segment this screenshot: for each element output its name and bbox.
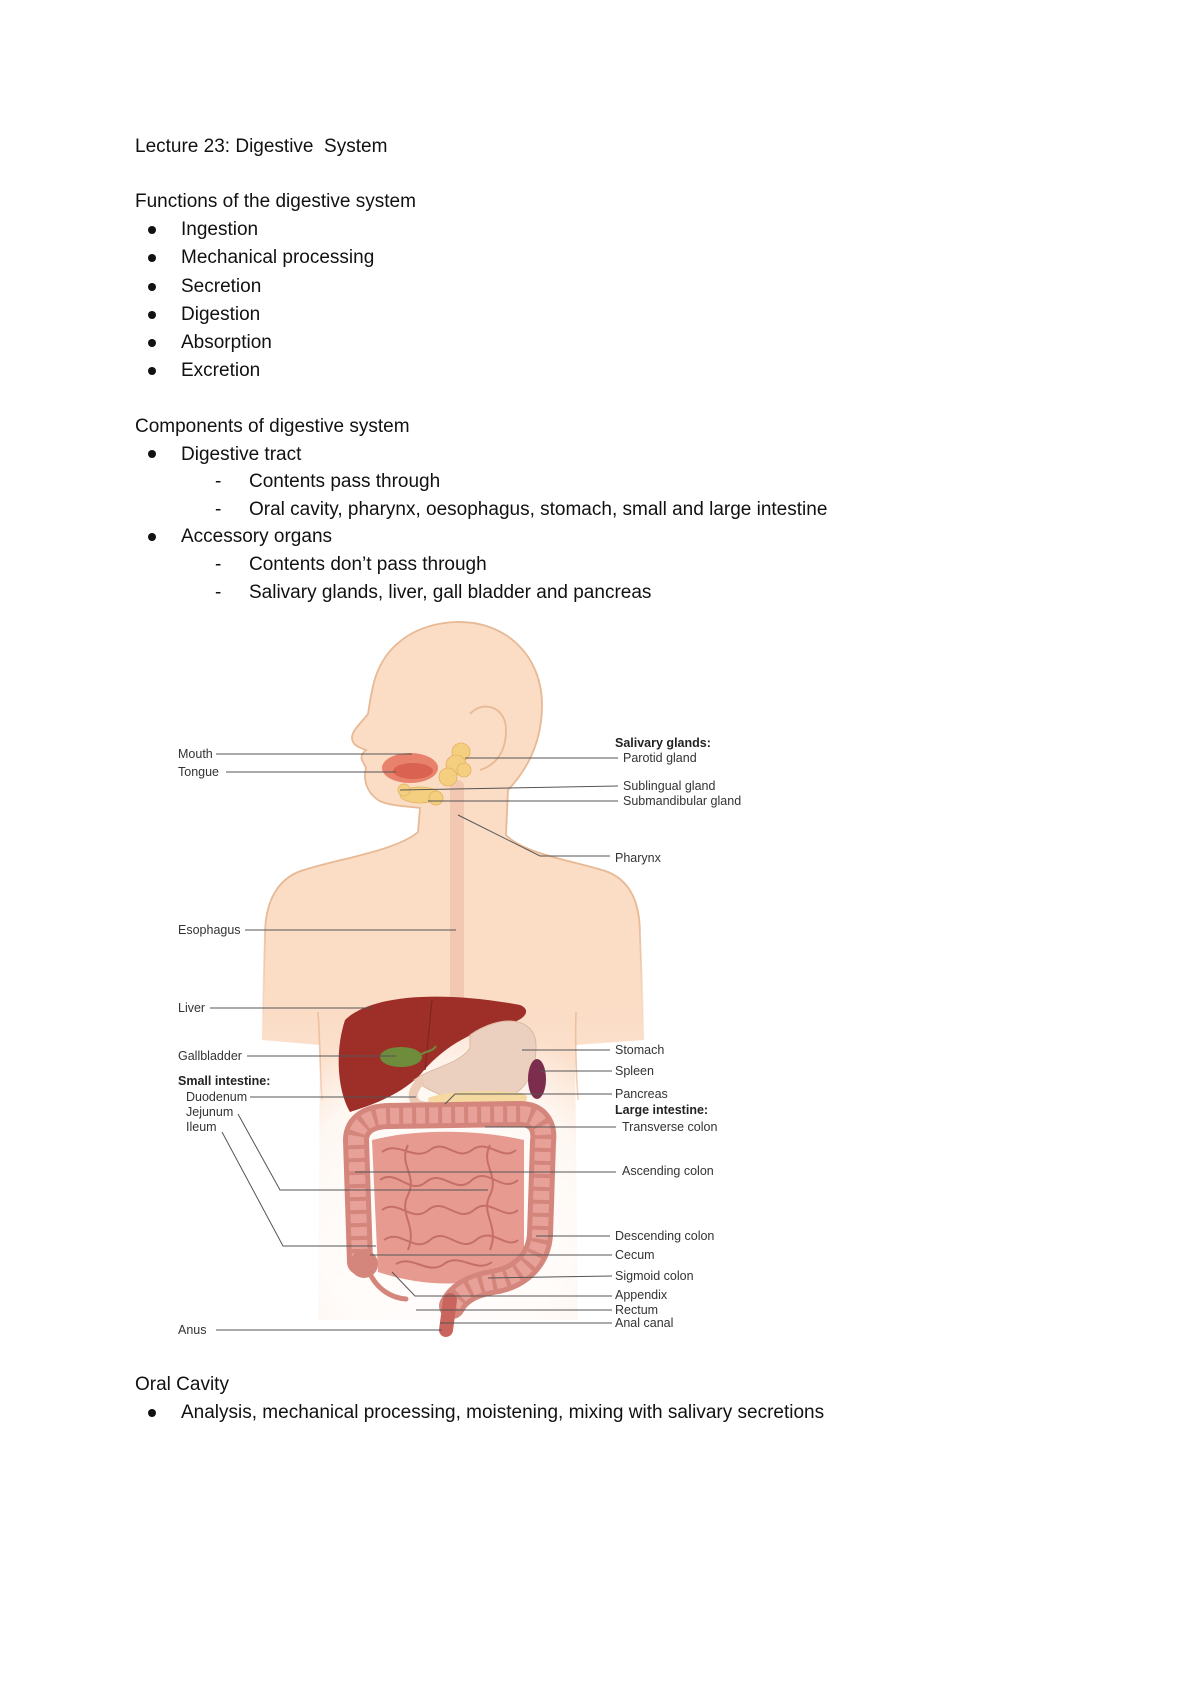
label-tongue: Tongue <box>178 765 220 779</box>
label-stomach: Stomach <box>615 1043 665 1057</box>
page-title: Lecture 23: Digestive System <box>135 136 388 157</box>
sub-list-item: - Contents don’t pass through <box>135 551 827 579</box>
label-descending-colon: Descending colon <box>615 1229 715 1243</box>
oral-cavity-section <box>135 1371 824 1427</box>
label-anus: Anus <box>178 1323 207 1337</box>
label-submandibular-gland: Submandibular gland <box>623 794 742 808</box>
label-large-intestine: Large intestine: <box>615 1103 709 1117</box>
gallbladder-shape <box>380 1047 422 1067</box>
list-item: Digestion <box>135 301 416 329</box>
label-jejunum: Jejunum <box>186 1105 234 1119</box>
label-ascending-colon: Ascending colon <box>622 1164 714 1178</box>
digestive-system-diagram <box>160 610 760 1350</box>
list-item: Ingestion <box>135 216 416 244</box>
rectum-shape <box>446 1300 450 1330</box>
label-small-intestine: Small intestine: <box>178 1074 271 1088</box>
list-item: Absorption <box>135 329 416 357</box>
list-item: Mechanical processing <box>135 244 416 272</box>
list-item: Analysis, mechanical processing, moistening, mixing with salivary secretions <box>135 1399 824 1427</box>
label-esophagus: Esophagus <box>178 923 241 937</box>
list-item: Excretion <box>135 357 416 385</box>
label-pancreas: Pancreas <box>615 1087 668 1101</box>
components-heading: Components of digestive system <box>135 416 410 437</box>
label-appendix: Appendix <box>615 1288 668 1302</box>
label-spleen: Spleen <box>615 1064 654 1078</box>
spleen-shape <box>528 1059 546 1099</box>
cecum-shape <box>350 1250 378 1278</box>
functions-section <box>135 188 416 385</box>
label-cecum: Cecum <box>615 1248 655 1262</box>
list-item: Secretion <box>135 273 416 301</box>
list-item: Digestive tract <box>135 441 827 469</box>
label-transverse-colon: Transverse colon <box>622 1120 718 1134</box>
label-sublingual-gland: Sublingual gland <box>623 779 716 793</box>
label-duodenum: Duodenum <box>186 1090 248 1104</box>
list-item: Accessory organs <box>135 523 827 551</box>
functions-heading: Functions of the digestive system <box>135 191 416 212</box>
label-parotid-gland: Parotid gland <box>623 751 697 765</box>
label-salivary-glands: Salivary glands: <box>615 736 711 750</box>
components-section <box>135 413 827 606</box>
sub-list-item: - Oral cavity, pharynx, oesophagus, stomach, small and large intestine <box>135 496 827 524</box>
sub-list-item: - Salivary glands, liver, gall bladder and pancreas <box>135 579 827 607</box>
label-anal-canal: Anal canal <box>615 1316 674 1330</box>
label-rectum: Rectum <box>615 1303 659 1317</box>
label-ileum: Ileum <box>186 1120 217 1134</box>
label-liver: Liver <box>178 1001 206 1015</box>
tongue-shape <box>393 763 433 779</box>
label-sigmoid-colon: Sigmoid colon <box>615 1269 694 1283</box>
oral-cavity-heading: Oral Cavity <box>135 1374 229 1395</box>
sub-list-item: - Contents pass through <box>135 468 827 496</box>
label-mouth: Mouth <box>178 747 213 761</box>
esophagus-tube <box>450 780 464 1035</box>
label-gallbladder: Gallbladder <box>178 1049 242 1063</box>
label-pharynx: Pharynx <box>615 851 661 865</box>
